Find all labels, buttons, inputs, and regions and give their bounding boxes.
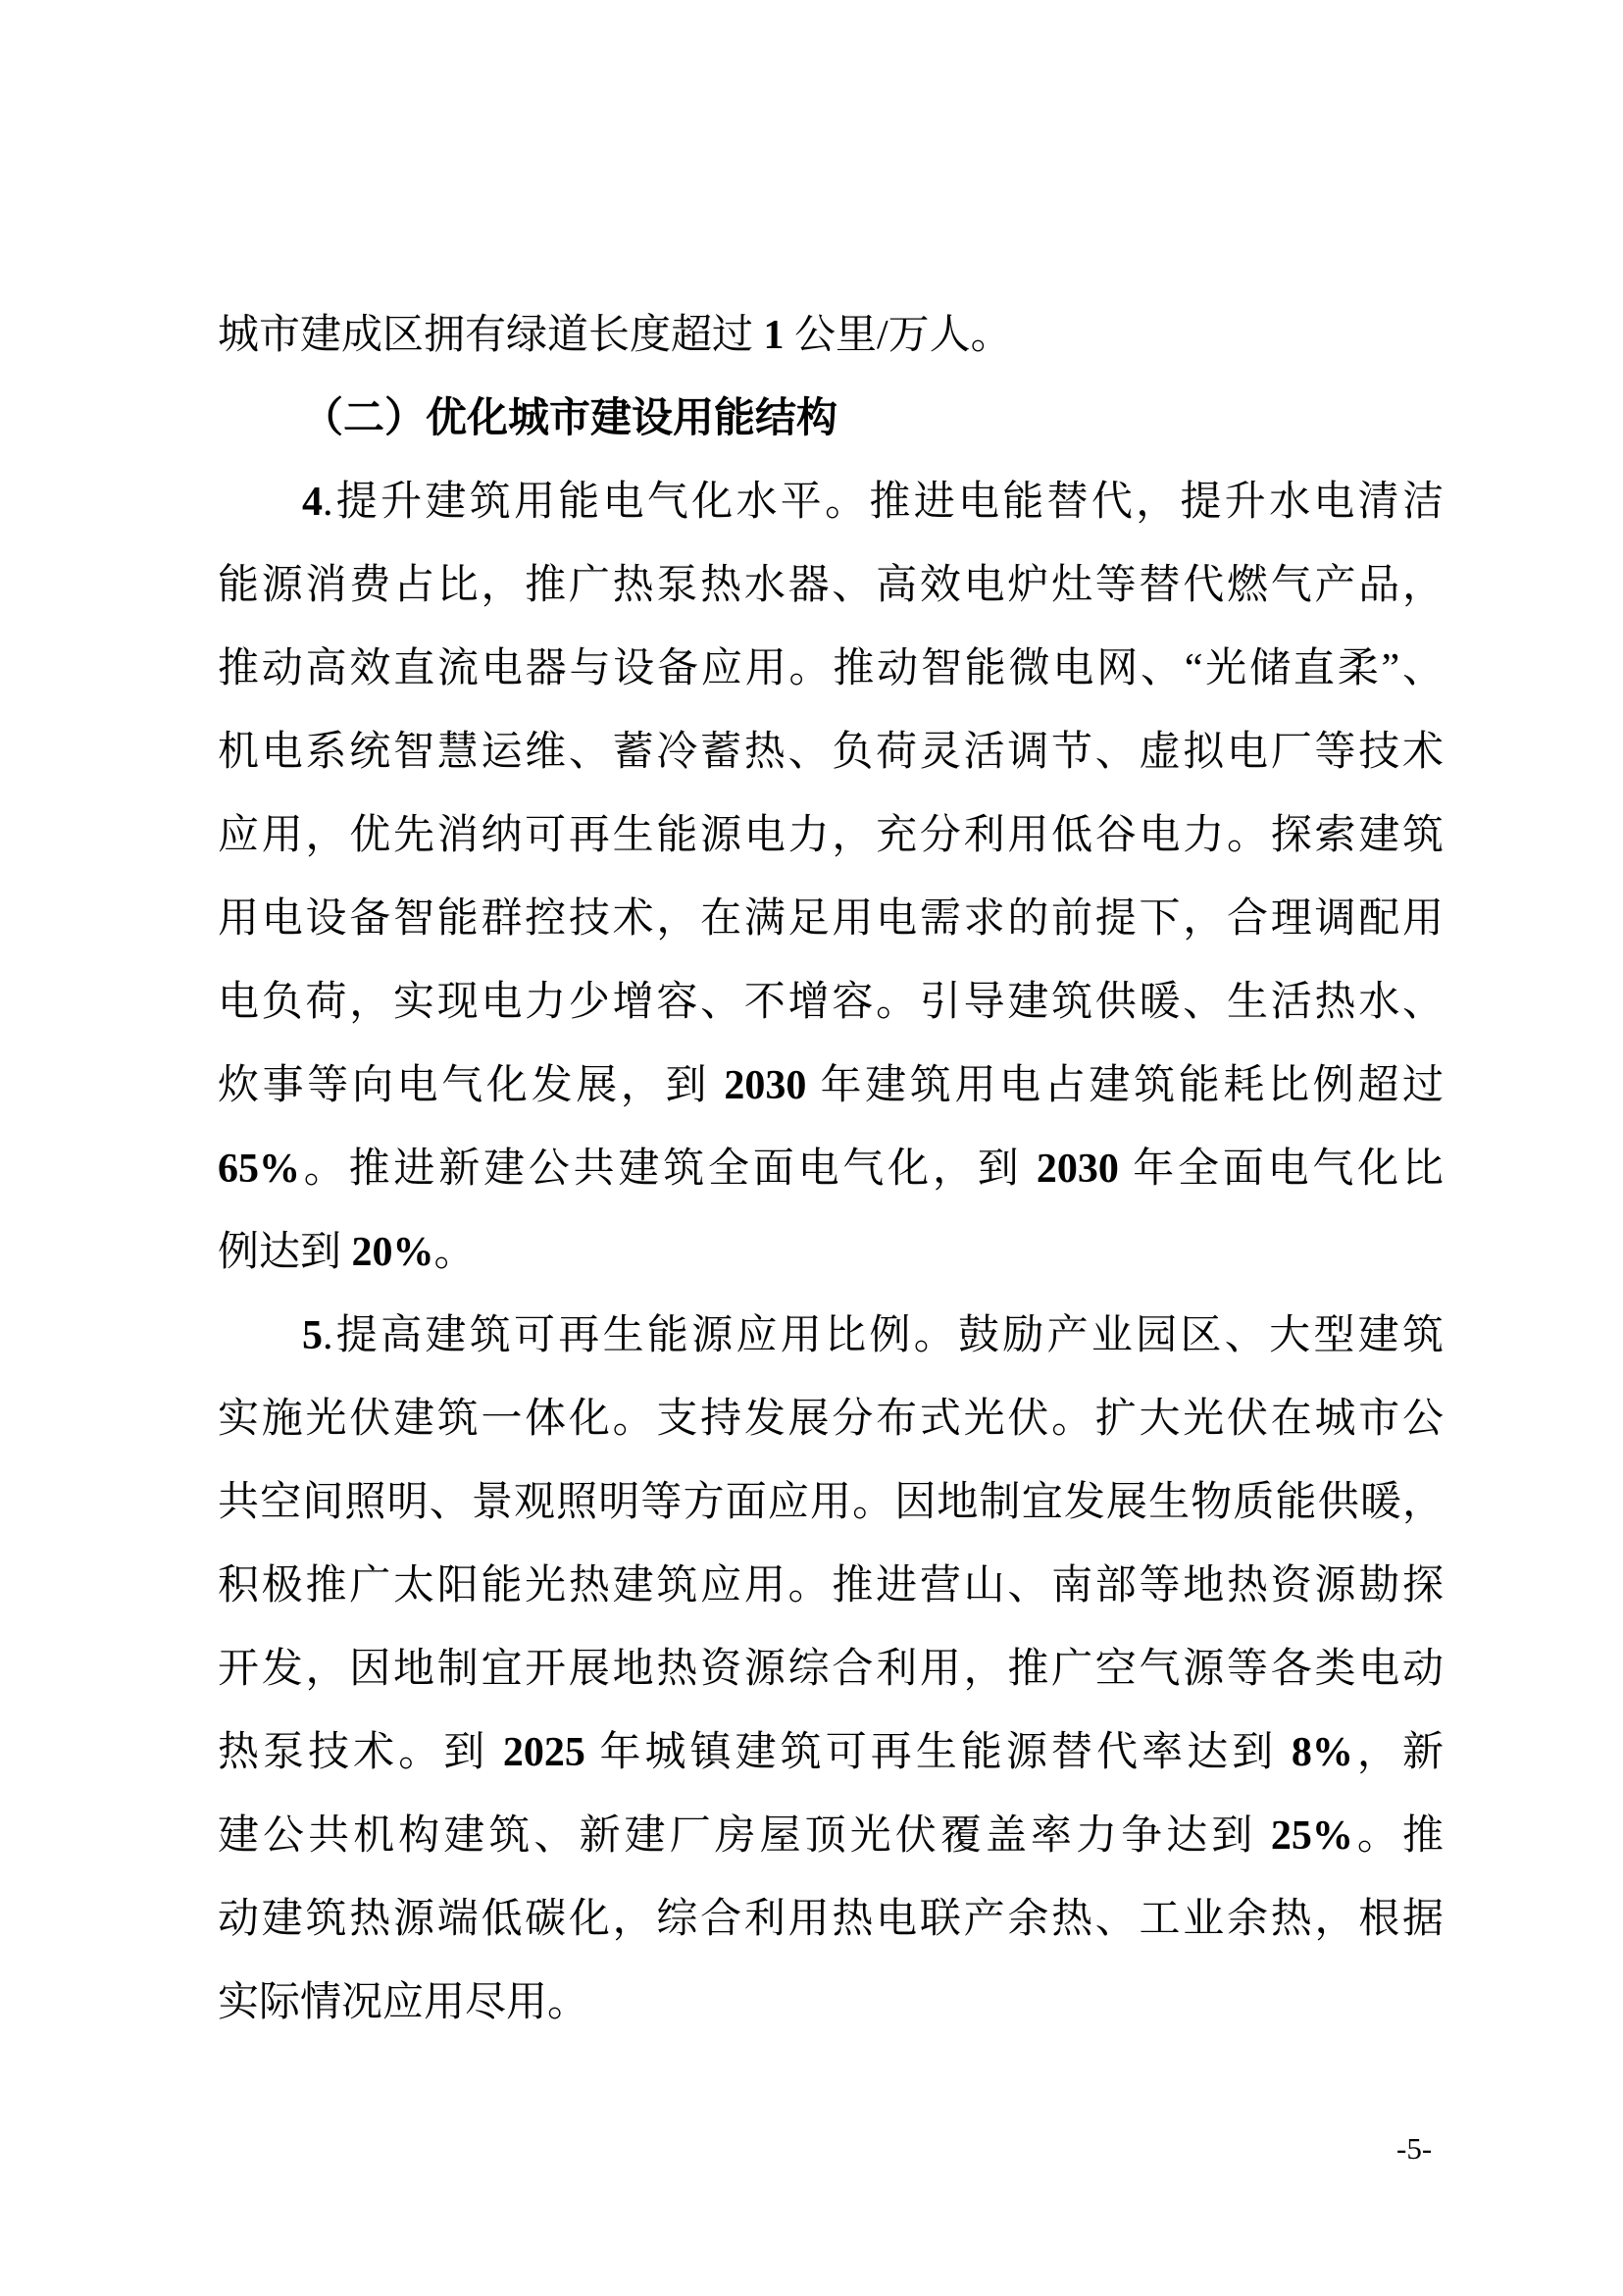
text-line: 应用，优先消纳可再生能源电力，充分利用低谷电力。探索建筑 <box>218 813 1444 858</box>
document-body <box>218 294 1444 2045</box>
text-line: 积极推广太阳能光热建筑应用。推进营山、南部等地热资源勘探 <box>218 1563 1444 1608</box>
text-line: 动建筑热源端低碳化，综合利用热电联产余热、工业余热，根据 <box>218 1897 1444 1942</box>
text-line: 建公共机构建筑、新建厂房屋顶光伏覆盖率力争达到 25%。推 <box>218 1813 1444 1859</box>
text-line: 推动高效直流电器与设备应用。推动智能微电网、“光储直柔”、 <box>218 646 1444 691</box>
number: 65% <box>218 1147 300 1192</box>
text-line: 热泵技术。到 2025 年城镇建筑可再生能源替代率达到 8%，新 <box>218 1730 1444 1775</box>
number: 4 <box>302 480 323 525</box>
number: 25% <box>1270 1813 1353 1859</box>
text-line: 实际情况应用尽用。 <box>218 1980 589 2025</box>
text-line: 开发，因地制宜开展地热资源综合利用，推广空气源等各类电动 <box>218 1647 1444 1692</box>
text-line: 5.提高建筑可再生能源应用比例。鼓励产业园区、大型建筑 <box>302 1313 1444 1358</box>
text-line: 用电设备智能群控技术，在满足用电需求的前提下，合理调配用 <box>218 896 1444 942</box>
text-line: 例达到 20%。 <box>218 1230 476 1275</box>
text-line: 电负荷，实现电力少增容、不增容。引导建筑供暖、生活热水、 <box>218 980 1444 1025</box>
text-line: 炊事等向电气化发展，到 2030 年建筑用电占建筑能耗比例超过 <box>218 1063 1444 1108</box>
number: 8% <box>1291 1730 1353 1775</box>
text-line: 实施光伏建筑一体化。支持发展分布式光伏。扩大光伏在城市公 <box>218 1397 1444 1442</box>
number: 2025 <box>502 1730 585 1775</box>
page-number: -5- <box>1396 2131 1433 2166</box>
number: 2030 <box>724 1063 807 1108</box>
text-line: 能源消费占比，推广热泵热水器、高效电炉灶等替代燃气产品， <box>218 563 1444 608</box>
text-line: 共空间照明、景观照明等方面应用。因地制宜发展生物质能供暖， <box>218 1480 1444 1525</box>
number: 5 <box>302 1313 323 1358</box>
text-line: 4.提升建筑用能电气化水平。推进电能替代，提升水电清洁 <box>302 480 1444 525</box>
text-line: 城市建成区拥有绿道长度超过 1 公里/万人。 <box>218 313 1012 358</box>
number: 20% <box>351 1230 434 1275</box>
section-heading: （二）优化城市建设用能结构 <box>302 396 838 441</box>
number: 1 <box>763 313 785 358</box>
number: 2030 <box>1036 1147 1119 1192</box>
text-line: 机电系统智慧运维、蓄冷蓄热、负荷灵活调节、虚拟电厂等技术 <box>218 730 1444 775</box>
text-line: 65%。推进新建公共建筑全面电气化，到 2030 年全面电气化比 <box>218 1147 1444 1192</box>
